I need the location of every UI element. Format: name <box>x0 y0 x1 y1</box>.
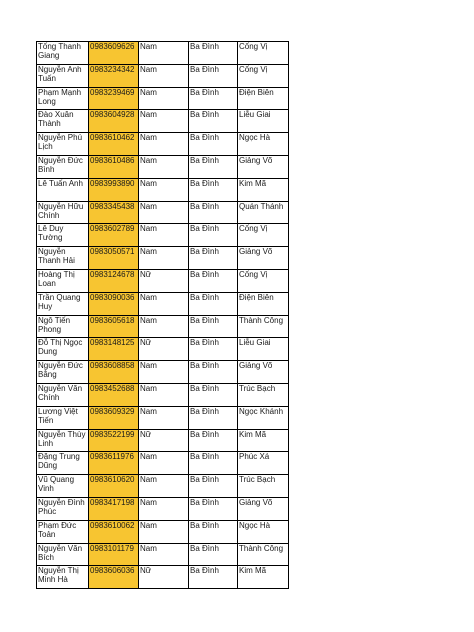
phone-cell: 0983417198 <box>89 497 139 520</box>
gender-cell: Nữ <box>139 566 189 589</box>
name-cell: Nguyễn Đức Bình <box>37 155 89 178</box>
contact-table <box>36 41 289 589</box>
name-cell: Lê Tuấn Anh <box>37 178 89 201</box>
phone-cell: 0983452688 <box>89 383 139 406</box>
table-row <box>37 133 289 156</box>
gender-cell: Nam <box>139 292 189 315</box>
table-row <box>37 315 289 338</box>
ward-cell: Phúc Xá <box>238 452 289 475</box>
name-cell: Nguyễn Đức Bằng <box>37 361 89 384</box>
name-cell: Nguyễn Thanh Hải <box>37 247 89 270</box>
name-cell: Ngô Tiến Phong <box>37 315 89 338</box>
phone-cell: 0983239469 <box>89 87 139 110</box>
table-body <box>37 42 289 589</box>
ward-cell: Trúc Bạch <box>238 475 289 498</box>
gender-cell: Nam <box>139 64 189 87</box>
phone-cell: 0983124678 <box>89 269 139 292</box>
gender-cell: Nam <box>139 543 189 566</box>
phone-cell: 0983606036 <box>89 566 139 589</box>
district-cell: Ba Đình <box>189 566 238 589</box>
district-cell: Ba Đình <box>189 292 238 315</box>
name-cell: Nguyễn Phú Lịch <box>37 133 89 156</box>
ward-cell: Liễu Giai <box>238 110 289 133</box>
ward-cell: Trúc Bạch <box>238 383 289 406</box>
ward-cell: Điện Biên <box>238 87 289 110</box>
ward-cell: Ngọc Khánh <box>238 406 289 429</box>
district-cell: Ba Đình <box>189 543 238 566</box>
ward-cell: Liễu Giai <box>238 338 289 361</box>
table-row <box>37 155 289 178</box>
name-cell: Nguyễn Hữu Chính <box>37 201 89 224</box>
district-cell: Ba Đình <box>189 338 238 361</box>
gender-cell: Nam <box>139 475 189 498</box>
gender-cell: Nam <box>139 133 189 156</box>
gender-cell: Nữ <box>139 338 189 361</box>
name-cell: Đỗ Thị Ngọc Dung <box>37 338 89 361</box>
ward-cell: Thành Công <box>238 315 289 338</box>
phone-cell: 0983522199 <box>89 429 139 452</box>
name-cell: Phạm Đức Toản <box>37 520 89 543</box>
name-cell: Đặng Trung Dũng <box>37 452 89 475</box>
ward-cell: Cống Vị <box>238 224 289 247</box>
name-cell: Nguyễn Văn Chính <box>37 383 89 406</box>
ward-cell: Giảng Võ <box>238 497 289 520</box>
district-cell: Ba Đình <box>189 406 238 429</box>
name-cell: Tống Thanh Giang <box>37 42 89 65</box>
gender-cell: Nam <box>139 383 189 406</box>
ward-cell: Cống Vị <box>238 269 289 292</box>
table-row <box>37 497 289 520</box>
table-row <box>37 201 289 224</box>
phone-cell: 0983610486 <box>89 155 139 178</box>
table-row <box>37 64 289 87</box>
gender-cell: Nam <box>139 361 189 384</box>
phone-cell: 0983602789 <box>89 224 139 247</box>
ward-cell: Thành Công <box>238 543 289 566</box>
gender-cell: Nam <box>139 452 189 475</box>
table-row <box>37 566 289 589</box>
ward-cell: Ngọc Hà <box>238 133 289 156</box>
table-row <box>37 87 289 110</box>
name-cell: Nguyễn Thùy Linh <box>37 429 89 452</box>
district-cell: Ba Đình <box>189 247 238 270</box>
gender-cell: Nam <box>139 497 189 520</box>
table-row <box>37 543 289 566</box>
ward-cell: Ngọc Hà <box>238 520 289 543</box>
gender-cell: Nam <box>139 247 189 270</box>
phone-cell: 0983050571 <box>89 247 139 270</box>
ward-cell: Kim Mã <box>238 566 289 589</box>
ward-cell: Quán Thánh <box>238 201 289 224</box>
gender-cell: Nam <box>139 87 189 110</box>
ward-cell: Cống Vị <box>238 64 289 87</box>
name-cell: Vũ Quang Vinh <box>37 475 89 498</box>
ward-cell: Điện Biên <box>238 292 289 315</box>
gender-cell: Nam <box>139 178 189 201</box>
ward-cell: Giảng Võ <box>238 155 289 178</box>
table-row <box>37 338 289 361</box>
gender-cell: Nam <box>139 110 189 133</box>
gender-cell: Nữ <box>139 269 189 292</box>
phone-cell: 0983148125 <box>89 338 139 361</box>
name-cell: Trần Quang Huy <box>37 292 89 315</box>
gender-cell: Nam <box>139 155 189 178</box>
name-cell: Lê Duy Tường <box>37 224 89 247</box>
district-cell: Ba Đình <box>189 155 238 178</box>
district-cell: Ba Đình <box>189 315 238 338</box>
phone-cell: 0983605618 <box>89 315 139 338</box>
district-cell: Ba Đình <box>189 452 238 475</box>
district-cell: Ba Đình <box>189 520 238 543</box>
name-cell: Nguyễn Văn Bích <box>37 543 89 566</box>
phone-cell: 0983090036 <box>89 292 139 315</box>
gender-cell: Nam <box>139 42 189 65</box>
phone-cell: 0983610462 <box>89 133 139 156</box>
district-cell: Ba Đình <box>189 429 238 452</box>
ward-cell: Giảng Võ <box>238 247 289 270</box>
phone-cell: 0983604928 <box>89 110 139 133</box>
name-cell: Nguyễn Anh Tuấn <box>37 64 89 87</box>
phone-cell: 0983609626 <box>89 42 139 65</box>
phone-cell: 0983234342 <box>89 64 139 87</box>
ward-cell: Kim Mã <box>238 178 289 201</box>
name-cell: Đào Xuân Thành <box>37 110 89 133</box>
phone-cell: 0983101179 <box>89 543 139 566</box>
ward-cell: Kim Mã <box>238 429 289 452</box>
phone-cell: 0983610620 <box>89 475 139 498</box>
table-row <box>37 429 289 452</box>
name-cell: Nguyễn Đình Phúc <box>37 497 89 520</box>
table-row <box>37 406 289 429</box>
table-row <box>37 520 289 543</box>
phone-cell: 0983345438 <box>89 201 139 224</box>
district-cell: Ba Đình <box>189 42 238 65</box>
table-row <box>37 224 289 247</box>
table-row <box>37 383 289 406</box>
gender-cell: Nữ <box>139 429 189 452</box>
table-row <box>37 178 289 201</box>
district-cell: Ba Đình <box>189 110 238 133</box>
phone-cell: 0983608858 <box>89 361 139 384</box>
name-cell: Lương Việt Tiến <box>37 406 89 429</box>
phone-cell: 0983611976 <box>89 452 139 475</box>
district-cell: Ba Đình <box>189 87 238 110</box>
gender-cell: Nam <box>139 406 189 429</box>
phone-cell: 0983609329 <box>89 406 139 429</box>
phone-cell: 0983610062 <box>89 520 139 543</box>
table-row <box>37 42 289 65</box>
table-row <box>37 247 289 270</box>
gender-cell: Nam <box>139 224 189 247</box>
phone-cell: 0983993890 <box>89 178 139 201</box>
district-cell: Ba Đình <box>189 361 238 384</box>
district-cell: Ba Đình <box>189 64 238 87</box>
gender-cell: Nam <box>139 520 189 543</box>
district-cell: Ba Đình <box>189 475 238 498</box>
gender-cell: Nam <box>139 201 189 224</box>
ward-cell: Giảng Võ <box>238 361 289 384</box>
gender-cell: Nam <box>139 315 189 338</box>
district-cell: Ba Đình <box>189 269 238 292</box>
district-cell: Ba Đình <box>189 383 238 406</box>
district-cell: Ba Đình <box>189 497 238 520</box>
ward-cell: Cống Vị <box>238 42 289 65</box>
name-cell: Hoàng Thị Loan <box>37 269 89 292</box>
district-cell: Ba Đình <box>189 201 238 224</box>
district-cell: Ba Đình <box>189 224 238 247</box>
table-row <box>37 361 289 384</box>
table-row <box>37 269 289 292</box>
table-row <box>37 475 289 498</box>
district-cell: Ba Đình <box>189 133 238 156</box>
name-cell: Nguyễn Thị Minh Hà <box>37 566 89 589</box>
table-row <box>37 110 289 133</box>
district-cell: Ba Đình <box>189 178 238 201</box>
name-cell: Phạm Mạnh Long <box>37 87 89 110</box>
table-row <box>37 452 289 475</box>
table-row <box>37 292 289 315</box>
